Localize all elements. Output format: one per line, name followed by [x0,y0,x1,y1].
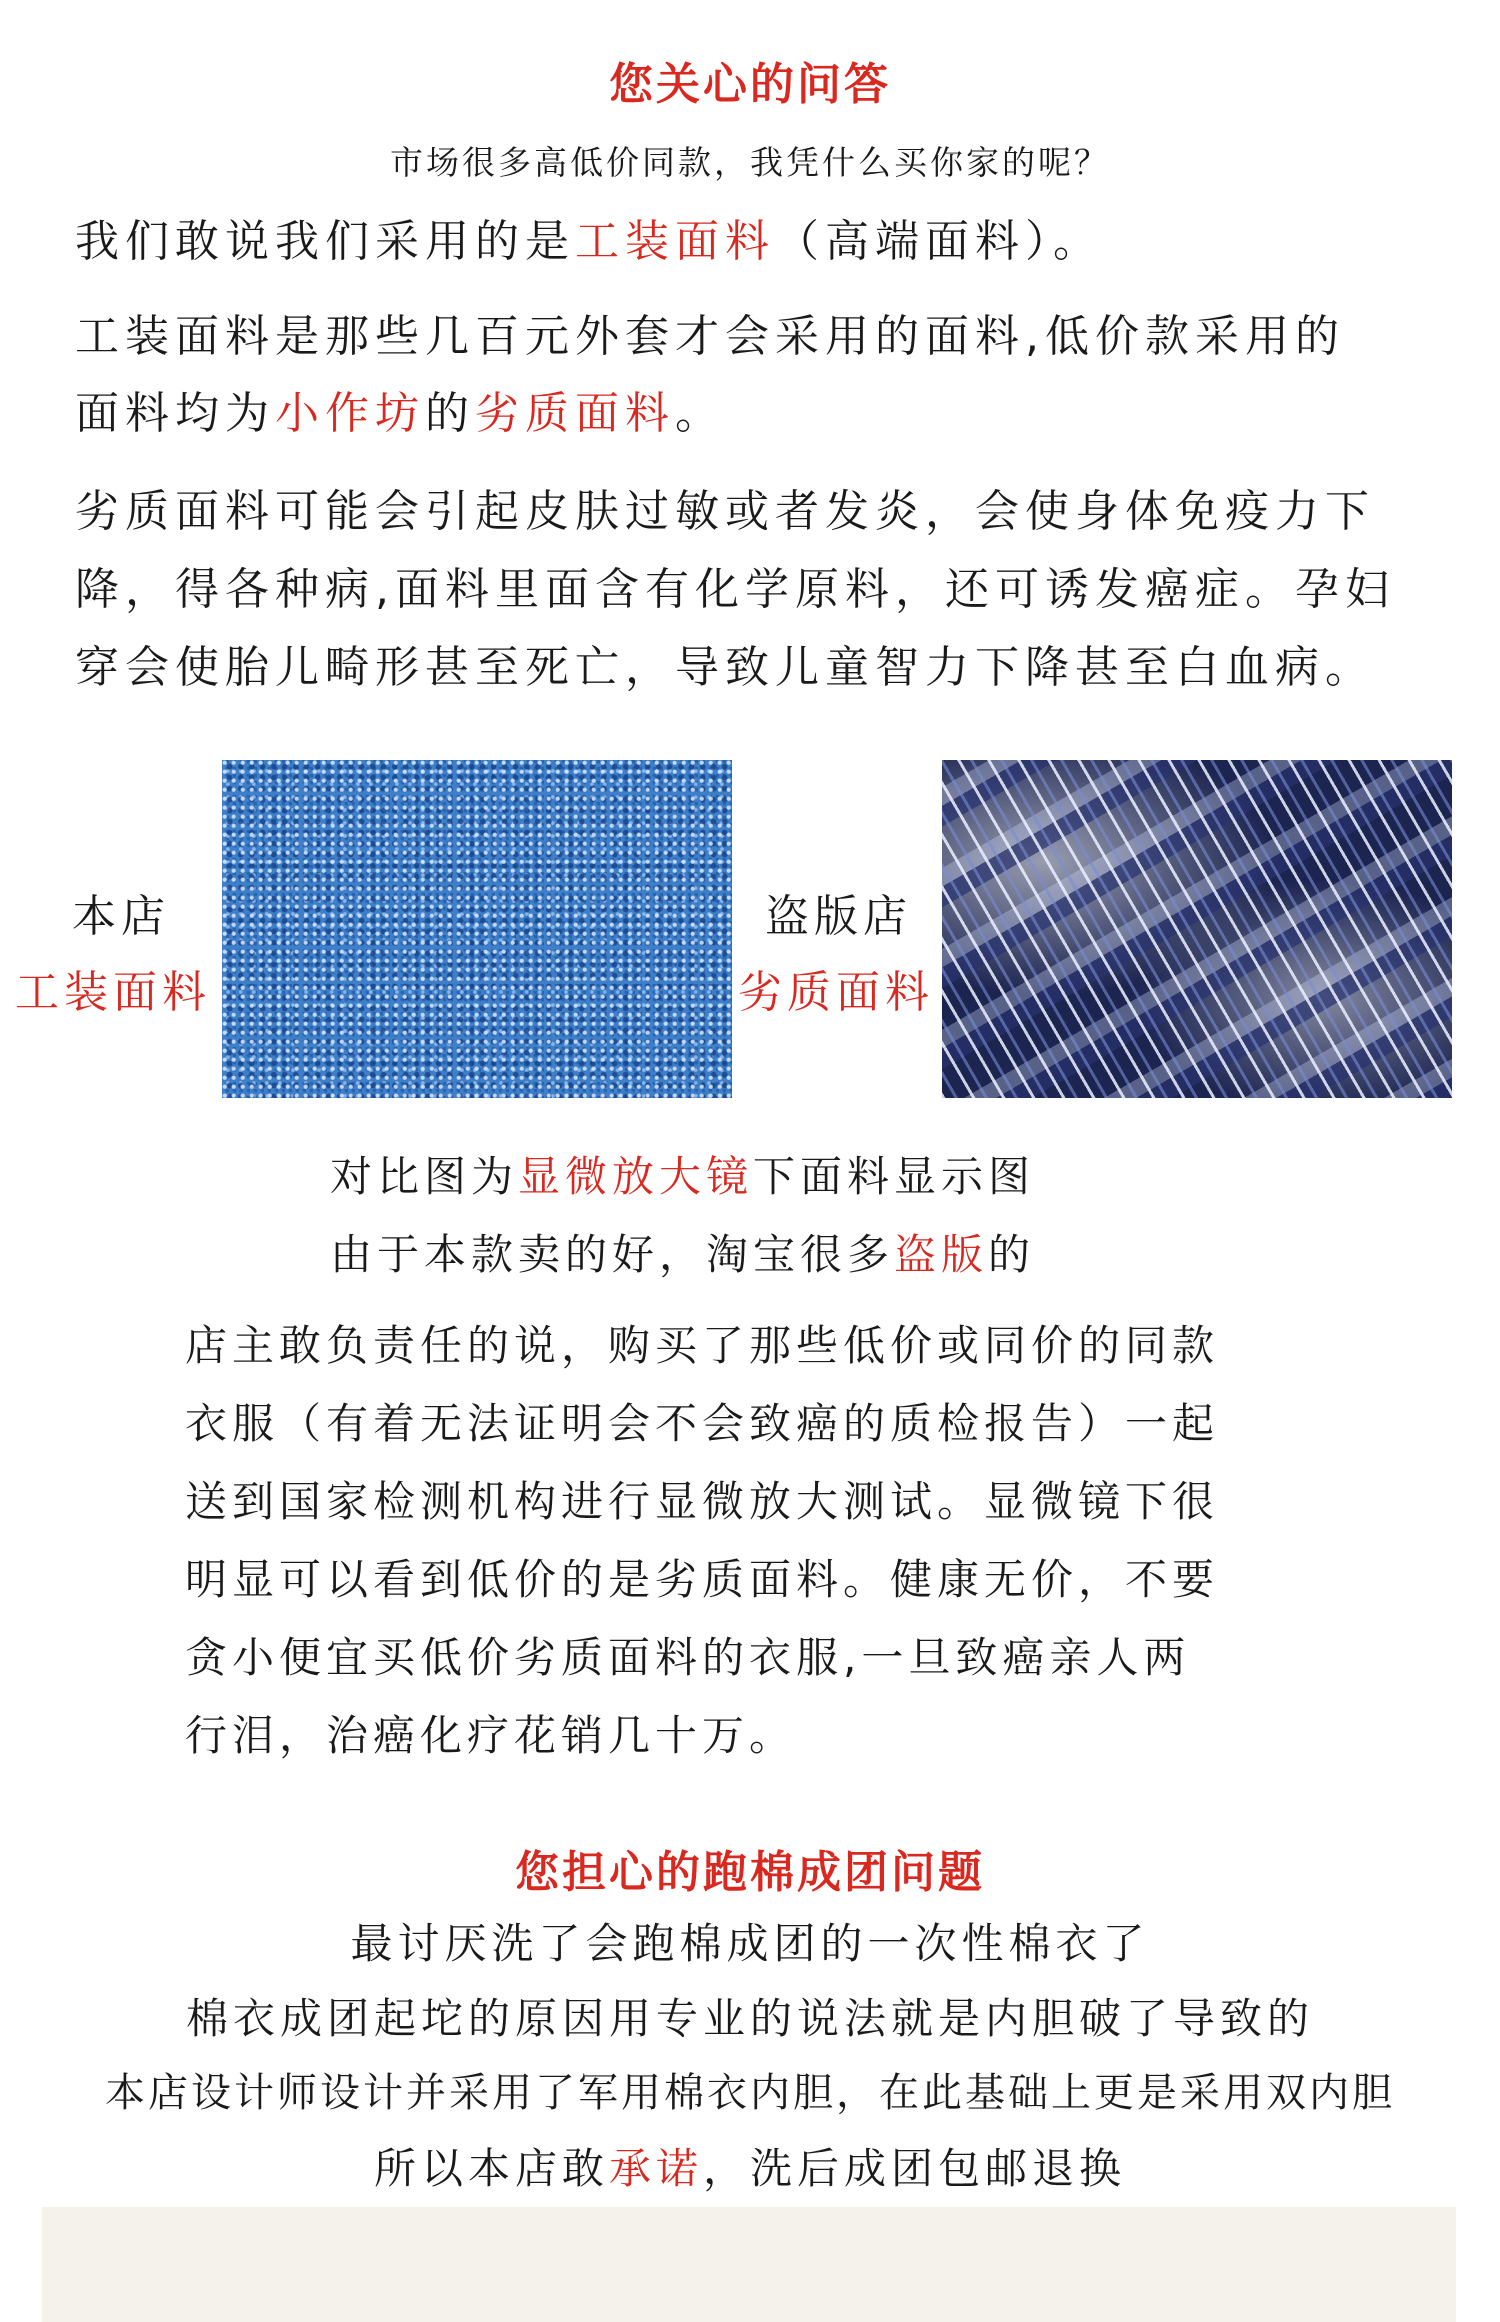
fabric-microscope-image-good [222,760,732,1098]
paragraph-line: 穿会使胎儿畸形甚至死亡，导致儿童智力下降甚至白血病。 [75,642,1375,693]
section-title-cotton: 您担心的跑棉成团问题 [515,1847,985,1898]
highlight-text: 显微放大镜 [518,1152,754,1201]
highlight-text: 承诺 [608,2144,703,2193]
text-segment: 的 [425,388,475,439]
highlight-text: 盗版 [894,1230,989,1279]
text-segment: 所以本店敢 [373,2144,609,2193]
label-pirate-fabric: 劣质面料 [738,967,934,1018]
paragraph-line: 衣服（有着无法证明会不会致癌的质检报告）一起 [185,1399,1220,1448]
caption-line [330,1222,1035,1282]
paragraph-line: 明显可以看到低价的是劣质面料。健康无价，不要 [185,1555,1220,1604]
label-our-store: 本店 [72,891,170,942]
text-segment: 。 [675,388,725,439]
paragraph-line: 店主敢负责任的说，购买了那些低价或同价的同款 [185,1321,1220,1370]
paragraph-line [75,377,725,441]
text-segment: ，洗后成团包邮退换 [703,2144,1127,2193]
paragraph-line: 最讨厌洗了会跑棉成团的一次性棉衣了 [350,1919,1150,1968]
paragraph-line: 送到国家检测机构进行显微放大测试。显微镜下很 [185,1477,1220,1526]
paragraph-line: 行泪，治癌化疗花销几十万。 [185,1711,797,1760]
paragraph-line [75,205,1103,269]
text-segment: 下面料显示图 [753,1152,1036,1201]
paragraph-line [0,2136,1500,2196]
paragraph-line: 棉衣成团起坨的原因用专业的说法就是内胆破了导致的 [185,1994,1314,2043]
paragraph-line: 工装面料是那些几百元外套才会采用的面料,低价款采用的 [75,311,1345,362]
section-title-qa: 您关心的问答 [609,59,891,110]
text-segment: 由于本款卖的好，淘宝很多 [330,1230,895,1279]
text-segment: 面料均为 [75,388,275,439]
text-segment: 我们敢说我们采用的是 [75,216,575,267]
highlight-text: 工装面料 [575,216,775,267]
paragraph-line: 贪小便宜买低价劣质面料的衣服,一旦致癌亲人两 [185,1633,1191,1682]
text-segment: 的 [988,1230,1036,1279]
text-segment: （高端面料）。 [775,216,1103,267]
fabric-microscope-image-bad [942,760,1452,1098]
label-our-fabric: 工装面料 [15,967,211,1018]
highlight-text: 劣质面料 [475,388,675,439]
bottom-panel [42,2207,1456,2322]
label-pirate-store: 盗版店 [765,891,912,942]
caption-line [330,1144,1035,1204]
section-subtitle: 市场很多高低价同款，我凭什么买你家的呢？ [390,143,1110,182]
paragraph-line: 劣质面料可能会引起皮肤过敏或者发炎，会使身体免疫力下 [75,486,1375,537]
text-segment: 对比图为 [330,1152,519,1201]
paragraph-line: 降，得各种病,面料里面含有化学原料，还可诱发癌症。孕妇 [75,564,1395,615]
paragraph-line: 本店设计师设计并采用了军用棉衣内胆，在此基础上更是采用双内胆 [105,2070,1395,2116]
highlight-text: 小作坊 [275,388,425,439]
